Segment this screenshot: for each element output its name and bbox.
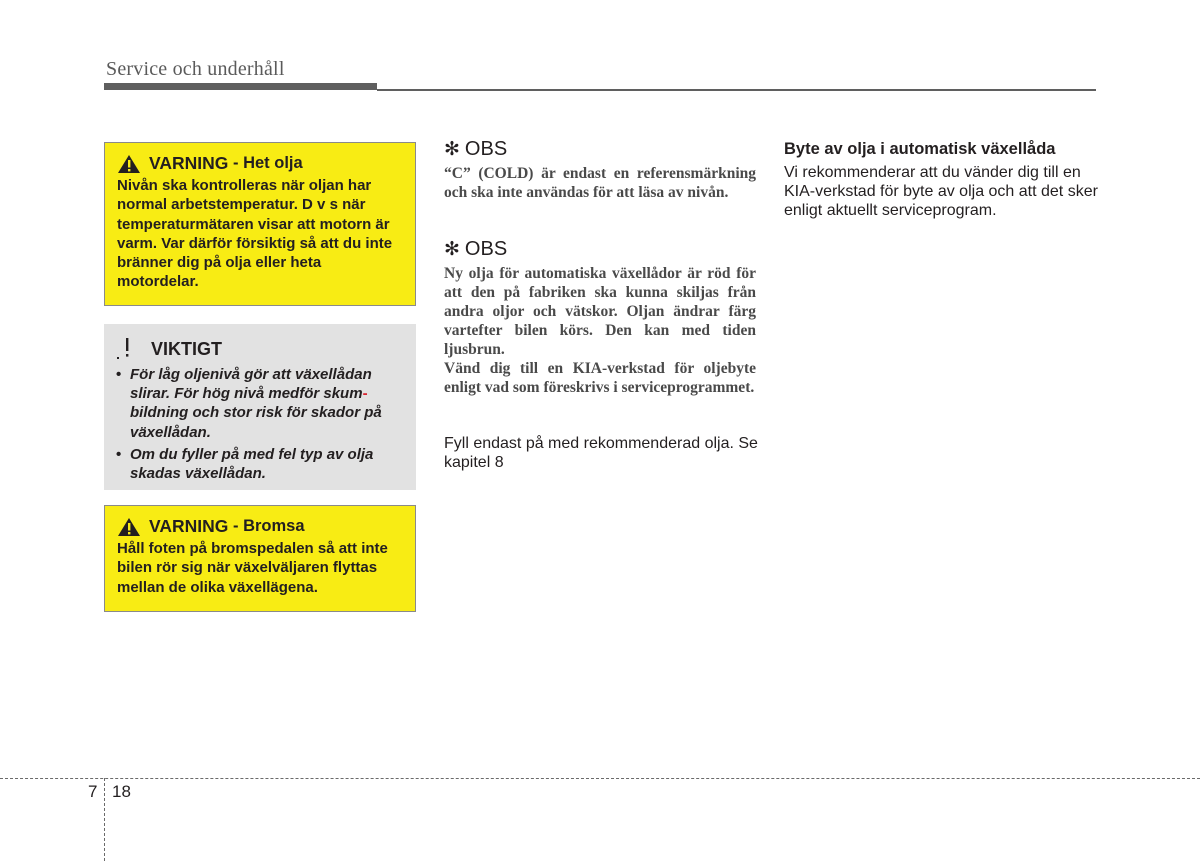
important-label: VIKTIGT (151, 338, 222, 359)
warning-label: VARNING (149, 516, 229, 536)
section-text: Vi rekommenderar att du vänder dig till en KIA-verkstad för byte av olja och att det sker enligt aktuellt serviceprogram. (784, 164, 1098, 219)
warning-box-brake (104, 505, 416, 612)
warning-title (117, 516, 404, 537)
important-title (115, 336, 406, 362)
warning-box-hot-oil (104, 142, 416, 306)
hyphen-mark: - (362, 385, 368, 403)
obs-label: OBS (464, 238, 508, 260)
list-item-text-cont: bildning och stor risk för skador på växellådan. (130, 404, 382, 441)
chapter-number: 7 (88, 782, 98, 801)
warning-label: VARNING (149, 153, 229, 173)
header-rule (377, 89, 1096, 91)
section-heading: Byte av olja i automatisk växellåda (784, 140, 1056, 158)
warning-title (117, 153, 404, 174)
asterisk-icon: ✻ (444, 139, 460, 160)
warning-text: Håll foten på bromspedalen så att inte bilen rör sig när växelväljaren flyttas mellan de olika växellägena. (117, 540, 388, 596)
obs-heading-2 (444, 238, 507, 261)
exclamation-icon (115, 336, 139, 362)
list-item (115, 365, 406, 442)
list-item (115, 445, 406, 483)
header-bar (104, 83, 377, 90)
footer-rule (0, 778, 1200, 779)
obs-text-2b: Vänd dig till en KIA-verkstad för oljebyte enligt vad som föreskrivs i serviceprogrammet. (444, 360, 756, 396)
obs-heading-1 (444, 138, 507, 161)
oil-note: Fyll endast på med rekommenderad olja. Se kapitel 8 (444, 435, 758, 471)
warning-triangle-icon (117, 154, 141, 174)
list-item-text: Om du fyller på med fel typ av olja skadas växellådan. (130, 445, 374, 483)
warning-subtitle: - Het olja (228, 154, 303, 172)
list-item-text: För låg oljenivå gör att växellådan slirar. För hög nivå medför skum (130, 366, 372, 403)
footer-divider (104, 778, 105, 861)
page-number: 18 (112, 782, 131, 801)
obs-text-2a: Ny olja för automatiska växellådor är röd för att den på fabriken ska kunna skiljas från andra oljor och vätskor. Oljan ändrar färg vartefter bilen körs. Den kan med tiden ljusbrun. (444, 265, 756, 358)
page-header-title: Service och underhåll (106, 58, 285, 80)
warning-subtitle: - Bromsa (228, 517, 305, 535)
important-list (115, 365, 406, 483)
obs-label: OBS (464, 138, 508, 160)
warning-text: Nivån ska kontrolleras när oljan har normal arbetstemperatur. D v s när temperaturmätaren visar att motorn är varm. Var därför försiktig så att du inte bränner dig på olja eller heta motordelar. (117, 177, 393, 291)
warning-triangle-icon (117, 517, 141, 537)
obs-text-1: “C” (COLD) är endast en referensmärkning och ska inte användas för att läsa av nivån. (444, 165, 756, 201)
asterisk-icon: ✻ (444, 239, 460, 260)
important-box (104, 324, 416, 490)
